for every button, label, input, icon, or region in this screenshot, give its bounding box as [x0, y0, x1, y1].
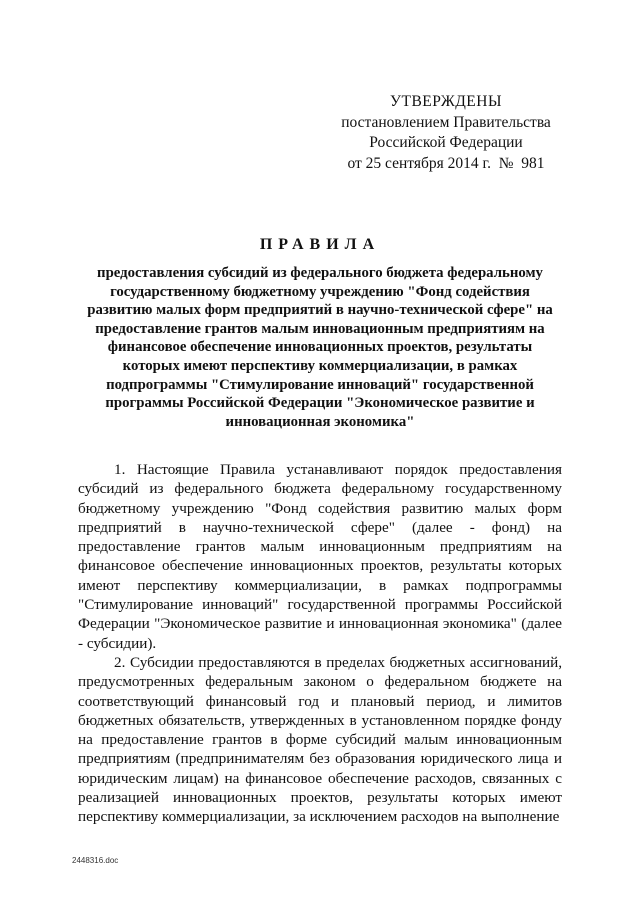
- approval-title: УТВЕРЖДЕНЫ: [390, 93, 502, 110]
- document-subtitle: предоставления субсидий из федерального бюджета федеральному государственному бюджетному учреждению "Фонд содействия развитию малых форм предприятий в научно-технической сфере" на предоставление грантов малым инновационным предприятиям на финансовое обеспечение инновационных проектов, результаты которых имеют перспективу коммерциализации, в рамках подпрограммы "Стимулирование инноваций" государственной программы Российской Федерации "Экономическое развитие и инновационная экономика": [87, 265, 553, 430]
- footer-file-name: 2448316.doc: [72, 856, 119, 865]
- approval-block: [330, 92, 562, 174]
- approval-line-3: от 25 сентября 2014 г. № 981: [347, 154, 545, 172]
- approval-line-2: Российской Федерации: [369, 134, 523, 151]
- document-title: ПРАВИЛА: [259, 236, 381, 253]
- approval-line-1: постановлением Правительства: [341, 113, 551, 131]
- paragraph-2: 2. Субсидии предоставляются в пределах бюджетных ассигнований, предусмотренных федеральным законом о федеральном бюджете на соответствующий финансовый год и плановый период, и лимитов бюджетных обязательств, утвержденных в установленном порядке фонду на предоставление грантов в форме субсидий малым инновационным предприятиям (предпринимателям без образования юридического лица и юридическим лицам) на финансовое обеспечение расходов, связанных с реализацией инновационных проектов, результаты которых имеют перспективу коммерциализации, за исключением расходов на выполнение: [78, 653, 562, 826]
- document-body: [78, 460, 562, 827]
- paragraph-1: 1. Настоящие Правила устанавливают порядок предоставления субсидий из федерального бюджета федеральному государственному бюджетному учреждению "Фонд содействия развитию малых форм предприятий в научно-технической сфере" (далее - фонд) на предоставление грантов малым инновационным предприятиям на финансовое обеспечение инновационных проектов, результаты которых имеют перспективу коммерциализации, в рамках подпрограммы "Стимулирование инноваций" государственной программы Российской Федерации "Экономическое развитие и инновационная экономика" (далее - субсидии).: [78, 461, 562, 652]
